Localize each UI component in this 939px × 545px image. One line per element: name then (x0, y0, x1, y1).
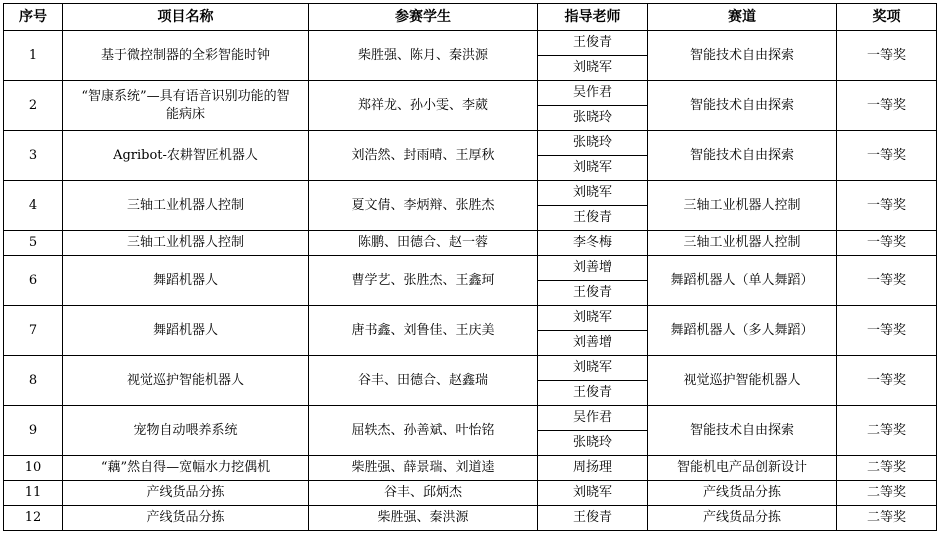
row-project: “智康系统”—具有语音识别功能的智能病床 (63, 81, 309, 131)
row-students: 郑祥龙、孙小雯、李葳 (309, 81, 538, 131)
header-track: 赛道 (648, 4, 837, 31)
table-body (4, 31, 937, 531)
row-teacher: 王俊青 (538, 506, 648, 531)
row-students: 刘浩然、封雨晴、王厚秋 (309, 131, 538, 181)
row-award: 二等奖 (837, 406, 937, 456)
row-teacher: 王俊青 (538, 281, 648, 306)
row-teacher: 刘晓军 (538, 306, 648, 331)
row-teacher: 吴作君 (538, 81, 648, 106)
row-students: 谷丰、邱炳杰 (309, 481, 538, 506)
row-project: 三轴工业机器人控制 (63, 231, 309, 256)
row-students: 柴胜强、陈月、秦洪源 (309, 31, 538, 81)
row-index: 5 (4, 231, 63, 256)
row-teacher: 刘善增 (538, 331, 648, 356)
row-teacher: 李冬梅 (538, 231, 648, 256)
table-row (4, 481, 937, 506)
row-teacher: 王俊青 (538, 381, 648, 406)
row-students: 陈鹏、田德合、赵一蓉 (309, 231, 538, 256)
table-row (4, 231, 937, 256)
row-project: 产线货品分拣 (63, 506, 309, 531)
row-teacher: 刘晓军 (538, 481, 648, 506)
header-teachers: 指导老师 (538, 4, 648, 31)
table-row (4, 256, 937, 281)
row-teacher: 刘善增 (538, 256, 648, 281)
row-teacher: 王俊青 (538, 31, 648, 56)
row-track: 三轴工业机器人控制 (648, 181, 837, 231)
table-row (4, 131, 937, 156)
row-teacher: 刘晓军 (538, 356, 648, 381)
row-award: 一等奖 (837, 356, 937, 406)
row-teacher: 周扬理 (538, 456, 648, 481)
row-project: 视觉巡护智能机器人 (63, 356, 309, 406)
row-project: 宠物自动喂养系统 (63, 406, 309, 456)
row-teacher: 刘晓军 (538, 181, 648, 206)
row-index: 9 (4, 406, 63, 456)
row-teacher: 刘晓军 (538, 56, 648, 81)
table-row (4, 356, 937, 381)
row-award: 一等奖 (837, 256, 937, 306)
row-index: 8 (4, 356, 63, 406)
row-teacher: 王俊青 (538, 206, 648, 231)
row-project: 舞蹈机器人 (63, 256, 309, 306)
table-row (4, 506, 937, 531)
row-award: 一等奖 (837, 306, 937, 356)
row-award: 二等奖 (837, 481, 937, 506)
row-project: Agribot-农耕智匠机器人 (63, 131, 309, 181)
table-row (4, 81, 937, 106)
header-students: 参赛学生 (309, 4, 538, 31)
row-students: 屈轶杰、孙善斌、叶怡铭 (309, 406, 538, 456)
row-award: 一等奖 (837, 81, 937, 131)
table-row (4, 406, 937, 431)
row-track: 智能技术自由探索 (648, 31, 837, 81)
row-track: 舞蹈机器人（多人舞蹈） (648, 306, 837, 356)
row-index: 2 (4, 81, 63, 131)
row-index: 10 (4, 456, 63, 481)
row-index: 6 (4, 256, 63, 306)
table-row (4, 31, 937, 56)
row-students: 夏文倩、李炳辩、张胜杰 (309, 181, 538, 231)
row-students: 曹学艺、张胜杰、王鑫珂 (309, 256, 538, 306)
row-award: 一等奖 (837, 31, 937, 81)
row-track: 视觉巡护智能机器人 (648, 356, 837, 406)
row-track: 三轴工业机器人控制 (648, 231, 837, 256)
row-index: 3 (4, 131, 63, 181)
row-teacher: 张晓玲 (538, 131, 648, 156)
header-project: 项目名称 (63, 4, 309, 31)
row-students: 柴胜强、薛景瑞、刘道逵 (309, 456, 538, 481)
row-teacher: 张晓玲 (538, 106, 648, 131)
row-project: 产线货品分拣 (63, 481, 309, 506)
table-row (4, 456, 937, 481)
header-index: 序号 (4, 4, 63, 31)
row-track: 智能技术自由探索 (648, 81, 837, 131)
row-award: 二等奖 (837, 456, 937, 481)
table-row (4, 306, 937, 331)
row-teacher: 刘晓军 (538, 156, 648, 181)
row-index: 12 (4, 506, 63, 531)
row-index: 1 (4, 31, 63, 81)
row-track: 智能技术自由探索 (648, 406, 837, 456)
row-award: 二等奖 (837, 506, 937, 531)
row-project: 舞蹈机器人 (63, 306, 309, 356)
row-project: 基于微控制器的全彩智能时钟 (63, 31, 309, 81)
header-award: 奖项 (837, 4, 937, 31)
row-index: 7 (4, 306, 63, 356)
row-track: 舞蹈机器人（单人舞蹈） (648, 256, 837, 306)
row-students: 谷丰、田德合、赵鑫瑞 (309, 356, 538, 406)
row-index: 11 (4, 481, 63, 506)
row-index: 4 (4, 181, 63, 231)
row-award: 一等奖 (837, 131, 937, 181)
awards-table (3, 3, 937, 531)
row-teacher: 张晓玲 (538, 431, 648, 456)
row-students: 柴胜强、秦洪源 (309, 506, 538, 531)
row-track: 产线货品分拣 (648, 506, 837, 531)
row-track: 智能技术自由探索 (648, 131, 837, 181)
row-teacher: 吴作君 (538, 406, 648, 431)
row-students: 唐书鑫、刘鲁佳、王庆美 (309, 306, 538, 356)
row-track: 智能机电产品创新设计 (648, 456, 837, 481)
header-row (4, 4, 937, 31)
row-project: 三轴工业机器人控制 (63, 181, 309, 231)
row-project: “藕”然自得—宽幅水力挖偶机 (63, 456, 309, 481)
row-track: 产线货品分拣 (648, 481, 837, 506)
row-award: 一等奖 (837, 231, 937, 256)
row-award: 一等奖 (837, 181, 937, 231)
table-row (4, 181, 937, 206)
